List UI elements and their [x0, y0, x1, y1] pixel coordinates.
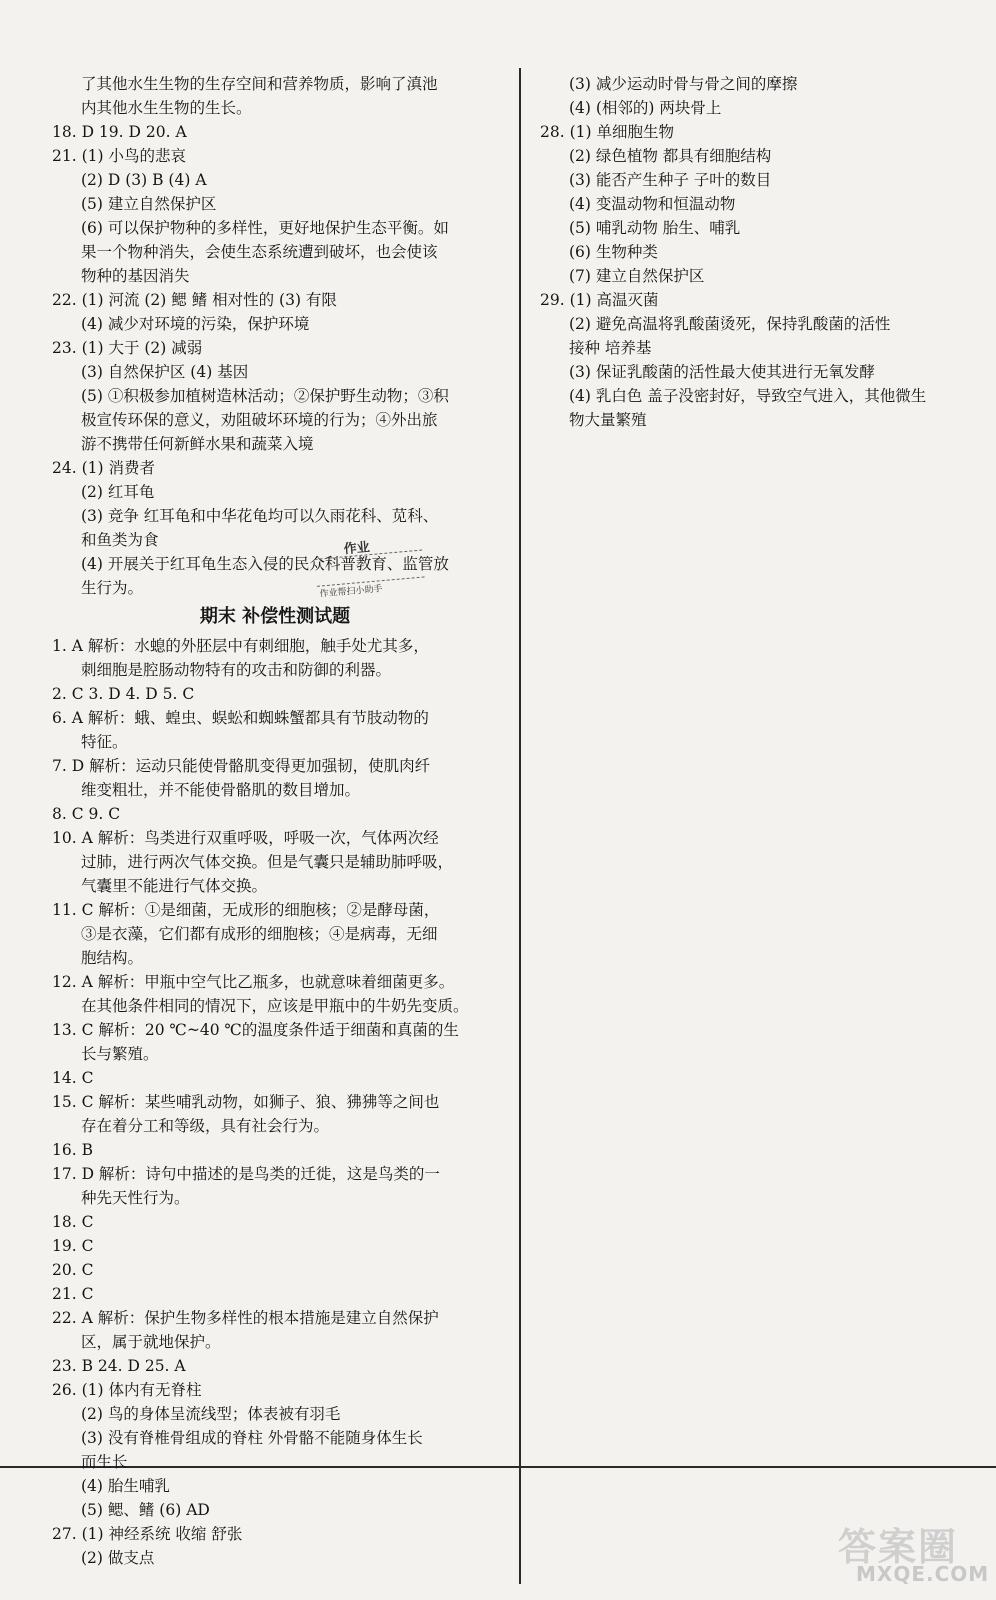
answer-line: 18. D 19. D 20. A — [52, 123, 187, 141]
answer-line: (4) 乳白色 盖子没密封好，导致空气进入，其他微生 — [569, 387, 927, 405]
answer-line: (3) 保证乳酸菌的活性最大使其进行无氧发酵 — [569, 363, 875, 381]
answer-line: 特征。 — [81, 733, 128, 751]
answer-line: 17. D 解析：诗句中描述的是鸟类的迁徙，这是鸟类的一 — [52, 1165, 440, 1183]
answer-line: (2) 绿色植物 都具有细胞结构 — [569, 147, 772, 165]
answer-line: (2) 红耳龟 — [81, 483, 155, 501]
stamp-title: 作业 — [343, 540, 371, 558]
answer-line: ③是衣藻，它们都有成形的细胞核；④是病毒，无细 — [81, 925, 438, 943]
answer-line: 内其他水生生物的生长。 — [81, 99, 252, 117]
answer-line: (2) 避免高温将乳酸菌烫死，保持乳酸菌的活性 — [569, 315, 891, 333]
answer-line: 极宣传环保的意义，劝阻破坏环境的行为；④外出旅 — [81, 411, 438, 429]
watermark-logo: 答案圈 — [838, 1525, 959, 1569]
answer-line: 刺细胞是腔肠动物特有的攻击和防御的利器。 — [81, 661, 392, 679]
answer-line: 23. B 24. D 25. A — [52, 1357, 186, 1375]
answer-line: 物大量繁殖 — [569, 411, 647, 429]
site-watermark — [834, 1516, 990, 1596]
answer-line: 存在着分工和等级，具有社会行为。 — [81, 1117, 330, 1135]
answer-line: 气囊里不能进行气体交换。 — [81, 877, 268, 895]
answer-line: 2. C 3. D 4. D 5. C — [52, 685, 195, 703]
answer-line: 游不携带任何新鲜水果和蔬菜入境 — [81, 435, 314, 453]
answer-line: 26. (1) 体内有无脊柱 — [52, 1381, 202, 1399]
answer-line: 在其他条件相同的情况下，应该是甲瓶中的牛奶先变质。 — [81, 997, 469, 1015]
stamp-subtitle: 作业帮扫小助手 — [319, 584, 383, 600]
answer-line: 13. C 解析：20 ℃~40 ℃的温度条件适于细菌和真菌的生 — [52, 1021, 459, 1039]
answer-line: (2) 鸟的身体呈流线型；体表被有羽毛 — [81, 1405, 341, 1423]
answer-line: 区，属于就地保护。 — [81, 1333, 221, 1351]
watermark-url: MXQE.COM — [856, 1562, 990, 1586]
answer-line: 28. (1) 单细胞生物 — [540, 123, 674, 141]
right-column — [540, 72, 956, 432]
answer-line: 12. A 解析：甲瓶中空气比乙瓶多，也就意味着细菌更多。 — [52, 973, 455, 991]
answer-line: (6) 可以保护物种的多样性，更好地保护生态平衡。如 — [81, 219, 449, 237]
answer-line: (2) D (3) B (4) A — [81, 171, 207, 189]
answer-line: 20. C — [52, 1261, 94, 1279]
answer-line: 了其他水生生物的生存空间和营养物质，影响了滇池 — [81, 75, 438, 93]
answer-line: 11. C 解析：①是细菌，无成形的细胞核；②是酵母菌， — [52, 901, 440, 919]
section-heading: 期末 补偿性测试题 — [199, 606, 351, 627]
answer-line: (4) 变温动物和恒温动物 — [569, 195, 736, 213]
answer-line: 接种 培养基 — [569, 339, 652, 357]
answer-line: (3) 没有脊椎骨组成的脊柱 外骨骼不能随身体生长 — [81, 1429, 423, 1447]
answer-line: 24. (1) 消费者 — [52, 459, 155, 477]
answer-line: 14. C — [52, 1069, 94, 1087]
answer-line: (4) 胎生哺乳 — [81, 1477, 170, 1495]
answer-line: 过肺，进行两次气体交换。但是气囊只是辅助肺呼吸， — [81, 853, 454, 871]
answer-line: (3) 自然保护区 (4) 基因 — [81, 363, 249, 381]
answer-line: 长与繁殖。 — [81, 1045, 159, 1063]
answer-line: (4) 减少对环境的污染，保护环境 — [81, 315, 310, 333]
answer-line: (4) 开展关于红耳龟生态入侵的民众科普教育、监管放 — [81, 555, 449, 573]
answer-line: (2) 做支点 — [81, 1549, 155, 1567]
answer-line: (3) 能否产生种子 子叶的数目 — [569, 171, 772, 189]
answer-line: 生行为。 — [81, 579, 144, 597]
answer-line: 21. C — [52, 1285, 94, 1303]
answer-line: 和鱼类为食 — [81, 531, 159, 549]
answer-line: 21. (1) 小鸟的悲哀 — [52, 147, 186, 165]
answer-line: 16. B — [52, 1141, 93, 1159]
answer-line: 19. C — [52, 1237, 94, 1255]
answer-line: 7. D 解析：运动只能使骨骼肌变得更加强韧，使肌肉纤 — [52, 757, 431, 775]
answer-line: (3) 减少运动时骨与骨之间的摩擦 — [569, 75, 798, 93]
answer-line: 胞结构。 — [81, 949, 144, 967]
answer-line: 8. C 9. C — [52, 805, 121, 823]
answer-line: (4) (相邻的) 两块骨上 — [569, 99, 722, 117]
answer-line: (5) 建立自然保护区 — [81, 195, 217, 213]
answer-line: 果一个物种消失，会使生态系统遭到破坏，也会使该 — [81, 243, 438, 261]
answer-line: (5) 哺乳动物 胎生、哺乳 — [569, 219, 741, 237]
answer-line: 15. C 解析：某些哺乳动物，如狮子、狼、狒狒等之间也 — [52, 1093, 440, 1111]
answer-line: 种先天性行为。 — [81, 1189, 190, 1207]
answer-line: 22. A 解析：保护生物多样性的根本措施是建立自然保护 — [52, 1309, 439, 1327]
answer-line: 22. (1) 河流 (2) 鳃 鳍 相对性的 (3) 有限 — [52, 291, 337, 309]
answer-line: (3) 竞争 红耳龟和中华花龟均可以久雨花科、苋科、 — [81, 507, 439, 525]
column-divider — [519, 68, 521, 1584]
answer-line: (6) 生物种类 — [569, 243, 658, 261]
answer-line: 29. (1) 高温灭菌 — [540, 291, 659, 309]
answer-line: 27. (1) 神经系统 收缩 舒张 — [52, 1525, 243, 1543]
answer-line: 6. A 解析：蛾、蝗虫、蜈蚣和蜘蛛蟹都具有节肢动物的 — [52, 709, 429, 727]
homework-stamp — [313, 531, 431, 614]
answer-line: (7) 建立自然保护区 — [569, 267, 705, 285]
left-column — [52, 72, 498, 1570]
answer-line: 23. (1) 大于 (2) 减弱 — [52, 339, 203, 357]
answer-line: 物种的基因消失 — [81, 267, 190, 285]
answer-line: 10. A 解析：鸟类进行双重呼吸，呼吸一次，气体两次经 — [52, 829, 439, 847]
answer-line: 1. A 解析：水螅的外胚层中有刺细胞，触手处尤其多， — [52, 637, 429, 655]
answer-line: 而生长 — [81, 1453, 128, 1471]
answer-line: (5) 鳃、鳍 (6) AD — [81, 1501, 210, 1519]
answer-line: (5) ①积极参加植树造林活动；②保护野生动物；③积 — [81, 387, 449, 405]
answer-line: 维变粗壮，并不能使骨骼肌的数目增加。 — [81, 781, 361, 799]
answer-line: 18. C — [52, 1213, 94, 1231]
